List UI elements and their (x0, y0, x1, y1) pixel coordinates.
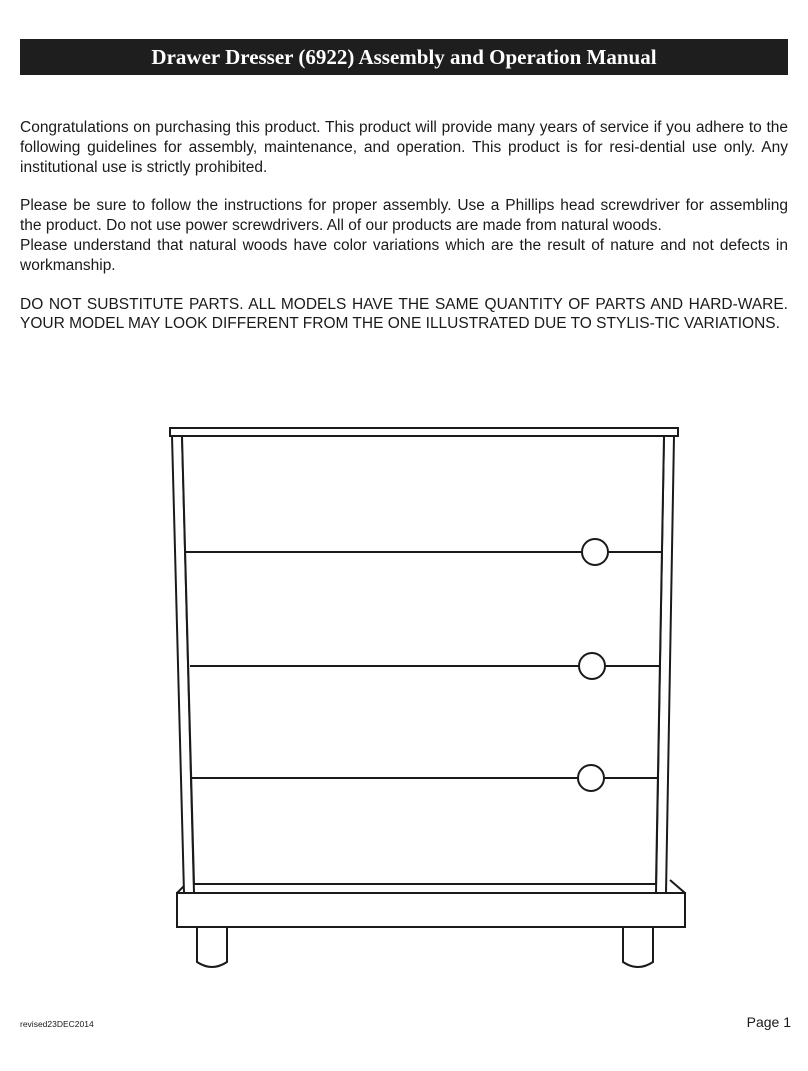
dresser-leg-right (623, 925, 653, 967)
page-title: Drawer Dresser (6922) Assembly and Operation Manual (151, 44, 657, 69)
drawer-knob-1 (582, 539, 608, 565)
drawer-knob-2 (579, 653, 605, 679)
dresser-leg-left (197, 925, 227, 967)
page-number: Page 1 (746, 1014, 791, 1030)
intro-paragraph-assembly: Please be sure to follow the instructions for proper assembly. Use a Phillips head screwdriver for assembling the product. Do not use power screwdrivers. All of our products are made from natural woods. (20, 197, 788, 235)
dresser-drawing-icon (160, 420, 690, 980)
dresser-top (170, 428, 678, 436)
intro-paragraph-congratulations: Congratulations on purchasing this product. This product will provide many years of service if you adhere to the following guidelines for assembly, maintenance, and operation. This product is for resi-dential use only. Any institutional use is strictly prohibited. (20, 119, 788, 176)
page-title-bar (20, 39, 788, 75)
intro-paragraph-wood: Please understand that natural woods have color variations which are the result of nature and not defects in workmanship. (20, 236, 788, 274)
intro-text (20, 118, 788, 334)
intro-paragraph-warning: DO NOT SUBSTITUTE PARTS. ALL MODELS HAVE THE SAME QUANTITY OF PARTS AND HARD-WARE. YOUR MODEL MAY LOOK DIFFERENT FROM THE ONE ILLUSTRATED DUE TO STYLIS-TIC VARIATIONS. (20, 295, 788, 333)
dresser-base (177, 893, 685, 927)
dresser-base-corner-right (670, 880, 685, 893)
drawer-knob-3 (578, 765, 604, 791)
revision-note: revised23DEC2014 (20, 1019, 94, 1029)
